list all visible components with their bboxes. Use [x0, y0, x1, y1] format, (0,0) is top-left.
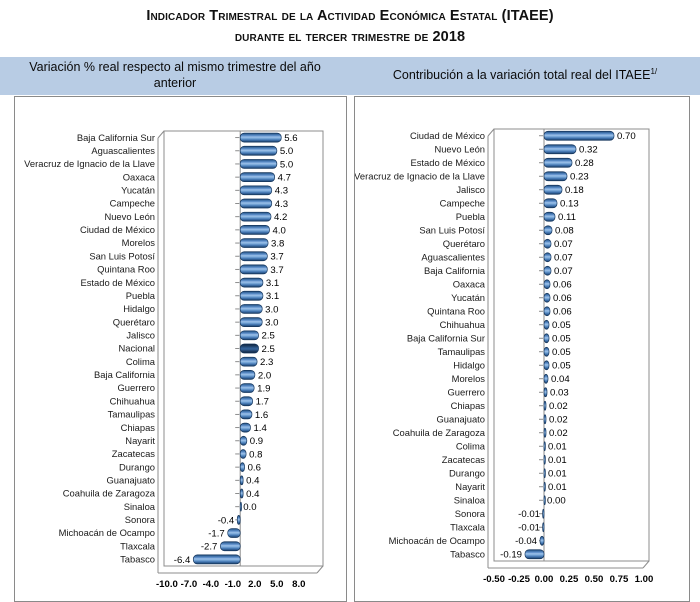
- bar: [240, 370, 255, 379]
- bar: [240, 304, 262, 313]
- bar: [544, 185, 562, 194]
- bar: [240, 489, 243, 498]
- x-axis-tick-label: -1.0: [224, 579, 242, 590]
- category-label: Morelos: [121, 237, 155, 249]
- section-header-band: [0, 57, 700, 95]
- category-label: Baja California Sur: [406, 332, 485, 344]
- x-axis-tick-label: 0.25: [559, 574, 579, 585]
- category-label: Durango: [119, 461, 155, 473]
- value-label: 0.11: [558, 212, 576, 224]
- bar: [544, 199, 557, 208]
- x-axis-tick-label: -7.0: [180, 579, 198, 590]
- value-label: 1.7: [255, 396, 270, 408]
- category-label: Ciudad de México: [79, 224, 155, 236]
- value-label: 0.70: [617, 131, 636, 143]
- value-label: 0.9: [249, 436, 264, 448]
- bar: [240, 173, 274, 182]
- bar: [240, 133, 281, 142]
- category-label: Yucatán: [451, 291, 485, 303]
- category-label: Tamaulipas: [437, 345, 485, 357]
- bar: [544, 307, 550, 316]
- category-label: Tamaulipas: [107, 408, 155, 420]
- category-label: Hidalgo: [123, 303, 155, 315]
- bar: [525, 550, 544, 559]
- category-label: Tabasco: [120, 553, 155, 565]
- category-label: Nacional: [118, 342, 155, 354]
- value-label: 0.0: [243, 502, 257, 514]
- value-label: 0.02: [549, 428, 568, 440]
- section-header-left: [0, 57, 350, 95]
- category-label: Puebla: [125, 289, 155, 301]
- category-label: Baja California Sur: [76, 131, 155, 143]
- value-label: 0.08: [555, 225, 574, 237]
- bar-highlight: [240, 344, 258, 353]
- value-label: 3.7: [270, 264, 284, 276]
- value-label: 0.07: [554, 239, 573, 251]
- section-header-right-label: Contribución a la variación total real del $ITAEE^{1/}$: [392, 67, 658, 83]
- bar: [193, 555, 240, 564]
- value-label: 3.1: [265, 277, 280, 289]
- bar: [540, 536, 544, 545]
- bar: [240, 146, 277, 155]
- value-label: 4.0: [272, 225, 286, 237]
- category-label: Jalisco: [456, 183, 485, 195]
- category-label: Durango: [449, 467, 485, 479]
- category-label: San Luis Potosí: [89, 250, 155, 262]
- value-label: 0.18: [565, 185, 584, 197]
- bar: [544, 212, 555, 221]
- category-label: Zacatecas: [111, 448, 155, 460]
- category-label: Chihuahua: [109, 395, 155, 407]
- category-label: Aguascalientes: [91, 144, 155, 156]
- bar: [544, 293, 550, 302]
- category-label: Guanajuato: [436, 413, 485, 425]
- category-label: Zacatecas: [441, 453, 485, 465]
- value-label: 0.01: [548, 455, 567, 467]
- bar: [240, 159, 277, 168]
- x-axis-tick-label: 0.50: [584, 574, 604, 585]
- bar: [240, 423, 250, 432]
- value-label: 0.4: [246, 488, 260, 500]
- value-label: 1.9: [257, 383, 271, 395]
- bar: [544, 266, 551, 275]
- value-label: 0.06: [553, 306, 572, 318]
- bar: [544, 226, 552, 235]
- category-label: Coahuila de Zaragoza: [62, 487, 155, 499]
- category-label: Baja California: [94, 369, 155, 381]
- category-label: Campeche: [439, 197, 485, 209]
- value-label: 4.7: [277, 172, 291, 184]
- bar: [240, 397, 252, 406]
- footnote-marker: 1/: [650, 67, 658, 77]
- value-label: 0.03: [550, 387, 569, 399]
- bar: [544, 415, 546, 424]
- value-label: 2.0: [257, 370, 272, 382]
- value-label: 0.02: [549, 414, 568, 426]
- value-label: 2.5: [261, 330, 275, 342]
- value-label: 4.3: [274, 198, 289, 210]
- section-header-right: [350, 57, 700, 95]
- bar: [240, 331, 258, 340]
- bar: [220, 542, 240, 551]
- value-label: 0.02: [549, 401, 568, 413]
- category-label: Nuevo León: [104, 210, 155, 222]
- x-axis-tick-label: 8.0: [292, 579, 306, 590]
- bar: [544, 334, 549, 343]
- category-label: San Luis Potosí: [419, 224, 485, 236]
- value-label: 0.01: [548, 441, 567, 453]
- category-label: Campeche: [109, 197, 155, 209]
- plot-3d-edge: [643, 561, 649, 568]
- category-label: Ciudad de México: [409, 129, 485, 141]
- bar: [544, 172, 567, 181]
- value-label: 5.0: [279, 146, 294, 158]
- bar: [240, 357, 257, 366]
- category-label: Querétaro: [442, 237, 485, 249]
- category-label: Morelos: [451, 372, 485, 384]
- value-label: 0.05: [552, 360, 571, 372]
- value-label: 0.8: [249, 449, 263, 461]
- value-label: -0.4: [217, 515, 235, 527]
- value-label: 0.05: [552, 320, 571, 332]
- bar: [240, 199, 272, 208]
- value-label: 0.05: [552, 347, 571, 359]
- value-label: 0.06: [553, 279, 572, 291]
- value-label: 0.01: [548, 468, 567, 480]
- category-label: Yucatán: [121, 184, 155, 196]
- category-label: Michoacán de Ocampo: [58, 527, 155, 539]
- x-axis-tick-label: 0.00: [534, 574, 554, 585]
- plot-3d-edge: [158, 131, 164, 138]
- bar: [544, 401, 546, 410]
- bar: [544, 455, 545, 464]
- category-label: Michoacán de Ocampo: [388, 534, 485, 546]
- bar: [544, 361, 549, 370]
- category-label: Estado de México: [80, 276, 155, 288]
- category-label: Jalisco: [126, 329, 155, 341]
- category-label: Tlaxcala: [450, 521, 485, 533]
- category-label: Hidalgo: [453, 359, 485, 371]
- bar: [544, 496, 545, 505]
- category-label: Querétaro: [112, 316, 155, 328]
- value-label: 0.28: [575, 158, 594, 170]
- category-label: Guerrero: [447, 386, 485, 398]
- value-label: -6.4: [173, 554, 191, 566]
- category-label: Tabasco: [450, 548, 485, 560]
- category-label: Tlaxcala: [120, 540, 155, 552]
- value-label: 3.7: [270, 251, 284, 263]
- category-label: Quintana Roo: [97, 263, 155, 275]
- value-label: 5.0: [279, 159, 294, 171]
- x-axis-tick-label: 0.75: [609, 574, 629, 585]
- bar: [544, 482, 545, 491]
- value-label: 0.01: [548, 482, 567, 494]
- x-axis-tick-label: -4.0: [202, 579, 220, 590]
- value-label: 1.4: [253, 422, 267, 434]
- value-label: 0.07: [554, 252, 573, 264]
- category-label: Puebla: [455, 210, 485, 222]
- category-label: Chihuahua: [439, 318, 485, 330]
- bar: [240, 278, 263, 287]
- bar: [240, 239, 268, 248]
- value-label: 0.23: [570, 171, 589, 183]
- section-header-left-label: Variación % real respecto al mismo trimestre del año anterior: [29, 60, 321, 90]
- value-label: 0.13: [560, 198, 579, 210]
- bar: [544, 158, 572, 167]
- bar: [240, 476, 243, 485]
- bar: [544, 469, 545, 478]
- category-label: Oaxaca: [452, 278, 485, 290]
- bar: [544, 374, 548, 383]
- bar: [544, 131, 614, 140]
- value-label: 4.3: [274, 185, 289, 197]
- page-title: [0, 6, 700, 48]
- x-axis-tick-label: -10.0: [155, 579, 178, 590]
- chart-panel-right: [354, 96, 690, 602]
- category-label: Baja California: [424, 264, 485, 276]
- category-label: Guanajuato: [106, 474, 155, 486]
- bar: [240, 449, 246, 458]
- value-label: 3.0: [265, 304, 279, 316]
- bar: [543, 523, 544, 532]
- page-title-line-2: durante el tercer trimestre de 2018: [234, 29, 466, 46]
- plot-3d-edge: [317, 566, 323, 573]
- value-label: 0.32: [579, 144, 598, 156]
- category-label: Nuevo León: [434, 143, 485, 155]
- category-label: Nayarit: [455, 480, 485, 492]
- bar: [544, 388, 547, 397]
- value-label: 1.6: [254, 409, 269, 421]
- category-label: Aguascalientes: [421, 251, 485, 263]
- bar: [240, 225, 269, 234]
- category-label: Sonora: [124, 514, 155, 526]
- bar: [544, 145, 576, 154]
- value-label: 3.0: [265, 317, 279, 329]
- value-label: -0.04: [515, 536, 537, 548]
- bar: [543, 509, 544, 518]
- bar: [240, 318, 262, 327]
- bar: [240, 265, 267, 274]
- category-label: Sinaloa: [453, 494, 485, 506]
- bar: [544, 280, 550, 289]
- category-label: Coahuila de Zaragoza: [392, 426, 485, 438]
- bar: [240, 291, 263, 300]
- value-label: -0.01: [518, 509, 540, 521]
- bar: [544, 347, 549, 356]
- bar: [237, 515, 240, 524]
- x-axis-tick-label: 2.0: [248, 579, 262, 590]
- bar: [240, 463, 244, 472]
- bar: [240, 410, 252, 419]
- value-label: 0.04: [551, 374, 570, 386]
- category-label: Guerrero: [117, 382, 155, 394]
- category-label: Sonora: [454, 507, 485, 519]
- category-label: Estado de México: [410, 156, 485, 168]
- value-label: -2.7: [200, 541, 218, 553]
- plot-3d-edge: [488, 129, 494, 136]
- bar: [544, 442, 545, 451]
- value-label: 5.6: [284, 132, 298, 144]
- bar: [240, 186, 272, 195]
- value-label: 0.06: [553, 293, 572, 305]
- bar: [544, 253, 551, 262]
- value-label: 4.2: [273, 212, 288, 224]
- x-axis-tick-label: 5.0: [270, 579, 284, 590]
- chart-right-canvas: [355, 97, 687, 599]
- category-label: Colima: [125, 355, 155, 367]
- category-label: Colima: [455, 440, 485, 452]
- value-label: 2.3: [260, 357, 274, 369]
- value-label: -1.7: [208, 528, 225, 540]
- x-axis-tick-label: -0.25: [508, 574, 530, 585]
- value-label: 0.4: [246, 475, 260, 487]
- chart-panel-left: [14, 96, 347, 602]
- value-label: 0.6: [247, 462, 261, 474]
- value-label: 0.05: [552, 333, 571, 345]
- value-label: 3.8: [271, 238, 285, 250]
- category-label: Veracruz de Ignacio de la Llave: [24, 158, 155, 170]
- category-label: Sinaloa: [123, 500, 155, 512]
- bar: [240, 502, 241, 511]
- value-label: 3.1: [265, 291, 280, 303]
- bar: [544, 428, 546, 437]
- category-label: Quintana Roo: [427, 305, 485, 317]
- value-label: 0.00: [547, 495, 566, 507]
- x-axis-tick-label: 1.00: [634, 574, 654, 585]
- value-label: -0.19: [500, 549, 522, 561]
- bar: [240, 252, 267, 261]
- x-axis-tick-label: -0.50: [483, 574, 505, 585]
- value-label: -0.01: [518, 522, 540, 534]
- bar: [544, 320, 549, 329]
- chart-left-canvas: [15, 97, 344, 599]
- value-label: 0.07: [554, 266, 573, 278]
- bar: [240, 384, 254, 393]
- category-label: Nayarit: [125, 434, 155, 446]
- bar: [544, 239, 551, 248]
- category-label: Chiapas: [450, 399, 485, 411]
- category-label: Veracruz de Ignacio de la Llave: [355, 170, 485, 182]
- bar: [228, 529, 240, 538]
- page-title-line-1: Indicador Trimestral de la Actividad Económica Estatal (ITAEE): [146, 8, 554, 24]
- bar: [240, 212, 271, 221]
- category-label: Oaxaca: [122, 171, 155, 183]
- category-label: Chiapas: [120, 421, 155, 433]
- value-label: 2.5: [261, 343, 275, 355]
- bar: [240, 436, 247, 445]
